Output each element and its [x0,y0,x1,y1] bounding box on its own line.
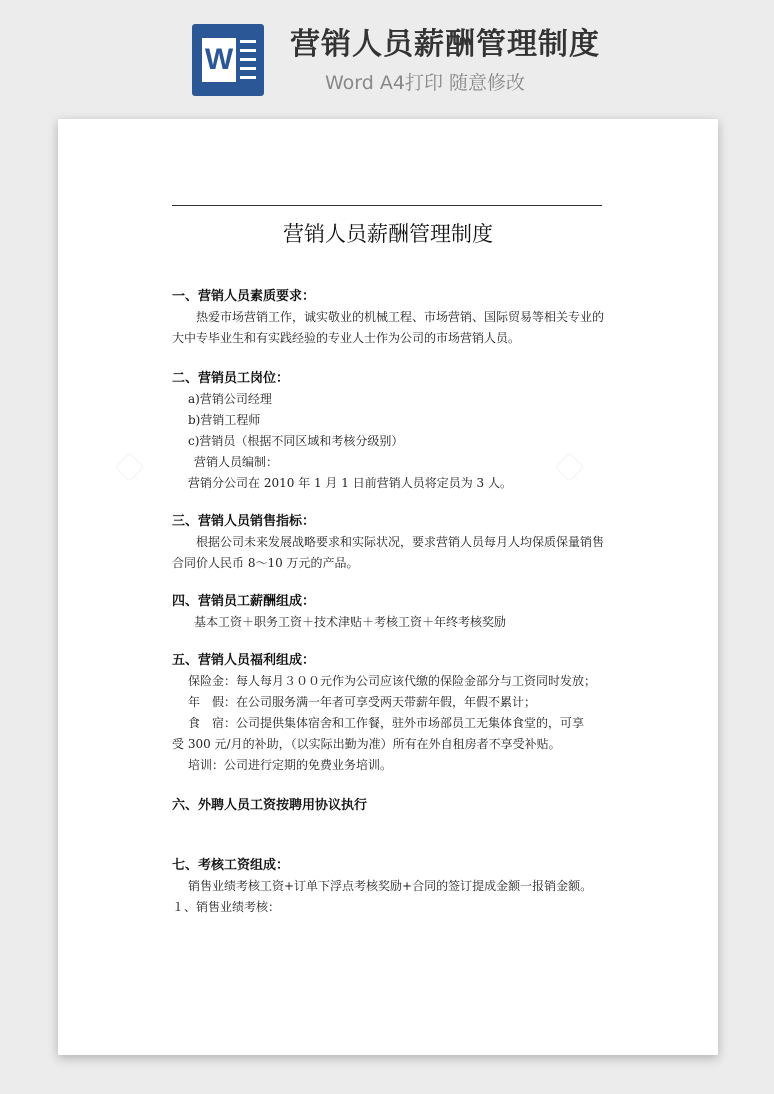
banner-title: 营销人员薪酬管理制度 [290,27,600,62]
section-heading: 二、营销员工岗位： [172,371,290,386]
document-body [172,287,604,918]
section-3 [172,512,604,574]
list-item: c)营销员（根据不同区域和考核分级别） [188,434,404,448]
section-heading: 一、营销人员素质要求： [172,289,316,304]
staffing-label: 营销人员编制： [194,455,279,469]
section-4 [172,592,604,633]
section-heading: 六、外聘人员工资按聘用协议执行 [172,798,368,813]
section-heading: 四、营销员工薪酬组成： [172,594,316,609]
benefit-lodging-cont: 受 300 元/月的补助，（以实际出勤为准）所有在外自租房者不享受补贴。 [172,737,561,751]
document-title: 营销人员薪酬管理制度 [283,222,493,246]
list-item: a)营销公司经理 [188,392,272,406]
benefit-lodging: 食 宿：公司提供集体宿舍和工作餐，驻外市场部员工无集体食堂的，可享 [188,716,585,730]
benefit-insurance: 保险金：每人每月３００元作为公司应该代缴的保险金部分与工资同时发放； [188,674,597,688]
staffing-text: 营销分公司在 2010 年 1 月 1 日前营销人员将定员为 3 人。 [188,476,512,490]
section-6 [172,796,604,816]
list-item: b)营销工程师 [188,413,261,427]
list-item: １、销售业绩考核： [172,900,281,914]
salary-formula: 基本工资＋职务工资＋技术津贴＋考核工资＋年终考核奖励 [194,615,507,629]
paragraph: 热爱市场营销工作，诚实敬业的机械工程、市场营销、国际贸易等相关专业的大中专毕业生和有实践经验的专业人士作为公司的市场营销人员。 [172,310,605,345]
banner [0,0,774,110]
paragraph: 根据公司未来发展战略要求和实际状况，要求营销人员每月人均保质保量销售合同价人民币 8～10 万元的产品。 [172,535,605,570]
section-5 [172,651,604,776]
document-page [58,119,718,1055]
benefit-vacation: 年 假：在公司服务满一年者可享受两天带薪年假，年假不累计； [188,695,537,709]
watermark [110,444,152,486]
word-logo-letter: W [202,38,236,82]
word-icon [192,24,264,96]
benefit-training: 培训：公司进行定期的免费业务培训。 [188,758,393,772]
banner-subtitle: Word A4打印 随意修改 [325,72,526,94]
section-heading: 七、考核工资组成： [172,858,290,873]
section-2 [172,369,604,494]
section-1 [172,287,604,349]
section-heading: 五、营销人员福利组成： [172,653,316,668]
assessment-formula: 销售业绩考核工资+订单下浮点考核奖励+合同的签订提成金额一报销金额。 [188,879,593,893]
header-rule [172,205,602,206]
section-7 [172,856,604,918]
section-heading: 三、营销人员销售指标： [172,514,316,529]
